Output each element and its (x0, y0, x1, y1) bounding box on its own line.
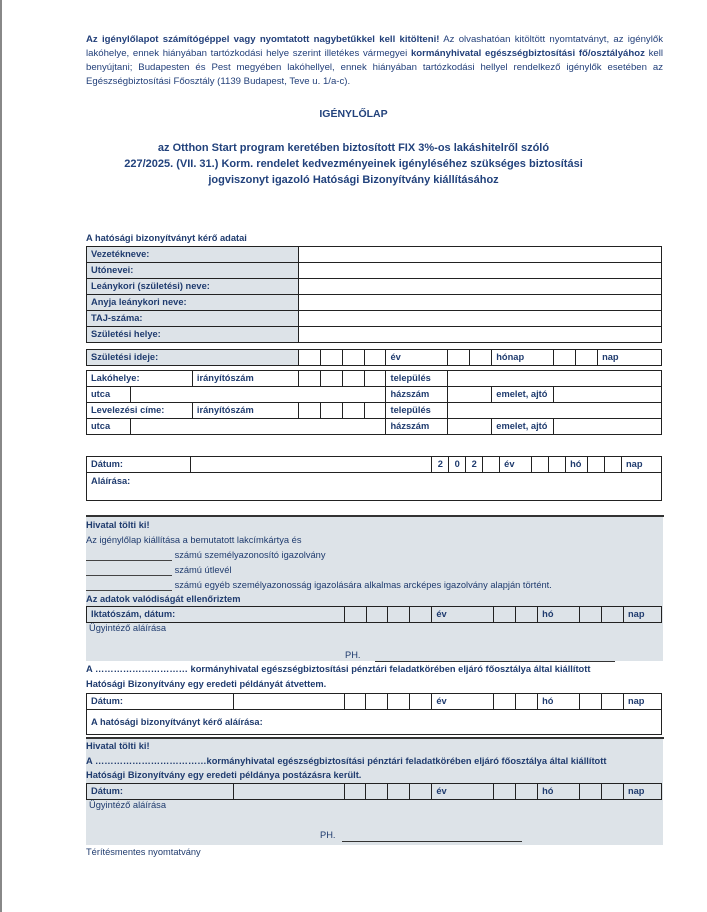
posted-day-2[interactable] (602, 784, 624, 800)
applicant-table (86, 246, 662, 343)
label-posted-ho: hó (538, 784, 580, 800)
label-lakohelye: Lakóhelye: (87, 371, 193, 387)
office-1-line-2: számú személyazonosító igazolvány (86, 550, 325, 561)
label-szul-helye: Születési helye: (87, 327, 299, 343)
zip-1-digit-1[interactable] (298, 371, 320, 387)
month-digit-2[interactable] (470, 350, 492, 366)
month-digit-1[interactable] (448, 350, 470, 366)
label-datum: Dátum: (87, 457, 191, 473)
posted-date-table (86, 783, 662, 800)
label-received-ev: év (432, 694, 494, 710)
date-digit-2[interactable]: 0 (449, 457, 466, 473)
zip-1-digit-3[interactable] (342, 371, 364, 387)
iktato-year-3[interactable] (388, 607, 410, 623)
label-leanykori: Leánykori (születési) neve: (87, 279, 299, 295)
field-telepules-1[interactable] (448, 371, 662, 387)
day-digit-2[interactable] (576, 350, 598, 366)
office-2-ph: PH. (320, 830, 336, 840)
posted-year-1[interactable] (344, 784, 366, 800)
posted-year-3[interactable] (388, 784, 410, 800)
date-day-1[interactable] (588, 457, 605, 473)
label-posted-nap: nap (623, 784, 661, 800)
blank-id-number[interactable] (86, 550, 172, 561)
field-leanykori[interactable] (298, 279, 661, 295)
date-month-2[interactable] (549, 457, 566, 473)
label-received-nap: nap (623, 694, 661, 710)
label-honap: hónap (492, 350, 554, 366)
label-alairasa: Aláírása: (91, 476, 131, 486)
office-1-line-3: számú útlevél (86, 565, 231, 576)
posted-day-1[interactable] (580, 784, 602, 800)
footer-text: Térítésmentes nyomtatvány (86, 847, 201, 857)
label-hazszam-1: házszám (386, 387, 448, 403)
label-telepules-2: település (386, 403, 448, 419)
received-line-2: Hatósági Bizonyítvány egy eredeti példányát átvettem. (86, 679, 327, 689)
label-anyja: Anyja leánykori neve: (87, 295, 299, 311)
received-date-table (86, 693, 662, 735)
label-applicant-sign: A hatósági bizonyítványt kérő aláírása: (91, 717, 263, 727)
date-signature-table (86, 456, 662, 501)
office-1-ph: PH. (345, 650, 361, 660)
label-iktato-nap: nap (623, 607, 661, 623)
subtitle-line-1: az Otthon Start program keretében biztosított FIX 3%-os lakáshitelről szóló (157, 142, 550, 154)
label-hazszam-2: házszám (386, 419, 448, 435)
subtitle-line-3: jogviszonyt igazoló Hatósági Bizonyítvány kiállításához (208, 174, 499, 186)
field-szul-helye[interactable] (298, 327, 661, 343)
office-2-line-2: Hatósági Bizonyítvány egy eredeti példánya postázásra került. (86, 770, 362, 780)
form-subtitle (0, 140, 707, 188)
label-iranyitoszam-2: irányítószám (192, 403, 298, 419)
intro-text-1: Az olvashatóan kitöltött nyomtatványt, az igénylők lakóhelye, ennek hiányában tartózkodási helye szerint illetékes vármegyei (86, 34, 663, 59)
label-date-nap: nap (621, 457, 661, 473)
received-month-1[interactable] (494, 694, 516, 710)
zip-2-digit-4[interactable] (364, 403, 386, 419)
date-digit-3[interactable]: 2 (466, 457, 483, 473)
iktato-day-1[interactable] (580, 607, 602, 623)
field-hazszam-2[interactable] (448, 419, 492, 435)
year-digit-4[interactable] (364, 350, 386, 366)
zip-1-digit-2[interactable] (320, 371, 342, 387)
iktato-day-2[interactable] (602, 607, 624, 623)
label-iktato: Iktatószám, dátum: (87, 607, 345, 623)
year-digit-3[interactable] (342, 350, 364, 366)
address-table (86, 370, 662, 435)
form-title: IGÉNYLŐLAP (319, 108, 388, 120)
field-vezeteknev[interactable] (298, 247, 661, 263)
iktato-month-1[interactable] (494, 607, 516, 623)
label-iktato-ho: hó (538, 607, 580, 623)
label-posted-datum: Dátum: (87, 784, 234, 800)
label-utca-2: utca (87, 419, 131, 435)
blank-other-id-number[interactable] (86, 580, 172, 591)
received-year-2[interactable] (366, 694, 388, 710)
intro-bold-1: Az igénylőlapot számítógéppel vagy nyomtatott nagybetűkkel kell kitölteni! (86, 34, 440, 45)
zip-2-digit-2[interactable] (320, 403, 342, 419)
office-1-ph-line[interactable] (375, 661, 615, 662)
date-day-2[interactable] (605, 457, 622, 473)
received-month-2[interactable] (516, 694, 538, 710)
applicant-heading: A hatósági bizonyítványt kérő adatai (86, 233, 247, 243)
posted-month-2[interactable] (516, 784, 538, 800)
received-year-4[interactable] (410, 694, 432, 710)
intro-bold-2: kormányhivatal egészségbiztosítási fő/osztályához (410, 48, 645, 59)
applicant-signature-field[interactable] (87, 710, 662, 735)
office-1-checked: Az adatok valódiságát ellenőriztem (86, 594, 241, 604)
field-datum-blank (190, 457, 431, 473)
received-day-2[interactable] (602, 694, 624, 710)
field-hazszam-1[interactable] (448, 387, 492, 403)
office-1-ugyintezo: Ügyintéző aláírása (89, 623, 166, 633)
iktato-year-4[interactable] (410, 607, 432, 623)
iktato-year-1[interactable] (344, 607, 366, 623)
posted-date-blank[interactable] (233, 784, 344, 800)
field-taj[interactable] (298, 311, 661, 327)
birth-date-table (86, 349, 662, 366)
office-2-ph-line[interactable] (342, 841, 522, 842)
received-day-1[interactable] (580, 694, 602, 710)
date-month-1[interactable] (532, 457, 549, 473)
label-received-datum: Dátum: (87, 694, 234, 710)
label-emelet-2: emelet, ajtó (492, 419, 554, 435)
label-received-ho: hó (538, 694, 580, 710)
office-1-line-1: Az igénylőlap kiállítása a bemutatott lakcímkártya és (86, 535, 302, 545)
label-taj: TAJ-száma: (87, 311, 299, 327)
zip-2-digit-3[interactable] (342, 403, 364, 419)
field-emelet-2[interactable] (554, 419, 662, 435)
label-telepules-1: település (386, 371, 448, 387)
posted-month-1[interactable] (494, 784, 516, 800)
zip-2-digit-1[interactable] (298, 403, 320, 419)
office-2-ugyintezo: Ügyintéző aláírása (89, 800, 166, 810)
label-utca-1: utca (87, 387, 131, 403)
iktato-table (86, 606, 662, 623)
received-date-blank[interactable] (233, 694, 344, 710)
field-emelet-1[interactable] (554, 387, 662, 403)
day-digit-1[interactable] (554, 350, 576, 366)
zip-1-digit-4[interactable] (364, 371, 386, 387)
year-digit-1[interactable] (298, 350, 320, 366)
field-utonevei[interactable] (298, 263, 661, 279)
office-2-heading: Hivatal tölti ki! (86, 741, 150, 751)
received-line-1: A ………………………… kormányhivatal egészségbiztosítási pénztári feladatkörében eljáró főosztálya által kiállított (86, 664, 591, 674)
label-vezeteknev: Vezetékneve: (87, 247, 299, 263)
received-year-3[interactable] (388, 694, 410, 710)
label-emelet-1: emelet, ajtó (492, 387, 554, 403)
received-year-1[interactable] (344, 694, 366, 710)
office-1-line-4: számú egyéb személyazonosság igazolására alkalmas arcképes igazolvány alapján történt. (86, 580, 552, 591)
field-anyja[interactable] (298, 295, 661, 311)
label-nap: nap (598, 350, 662, 366)
posted-year-4[interactable] (410, 784, 432, 800)
label-date-ev: év (500, 457, 532, 473)
office-1-heading: Hivatal tölti ki! (86, 520, 150, 530)
label-date-ho: hó (566, 457, 588, 473)
label-ev: év (386, 350, 448, 366)
subtitle-line-2: 227/2025. (VII. 31.) Korm. rendelet kedvezményeinek igényléséhez szükséges biztosítási (124, 158, 583, 170)
field-utca-2[interactable] (130, 419, 386, 435)
label-szul-ideje: Születési ideje: (87, 350, 299, 366)
year-digit-2[interactable] (320, 350, 342, 366)
blank-passport-number[interactable] (86, 565, 172, 576)
signature-field[interactable] (87, 473, 662, 501)
intro-paragraph (86, 33, 663, 89)
label-iranyitoszam-1: irányítószám (192, 371, 298, 387)
label-iktato-ev: év (432, 607, 494, 623)
label-posted-ev: év (432, 784, 494, 800)
date-digit-4[interactable] (483, 457, 500, 473)
iktato-month-2[interactable] (516, 607, 538, 623)
field-utca-1[interactable] (130, 387, 386, 403)
label-levelezesi: Levelezési címe: (87, 403, 193, 419)
page-left-edge (0, 0, 2, 912)
iktato-year-2[interactable] (366, 607, 388, 623)
office-2-line-1: A ………………………………kormányhivatal egészségbiztosítási pénztári feladatkörében eljáró főosztálya által kiállított (86, 756, 607, 766)
posted-year-2[interactable] (366, 784, 388, 800)
intro-text-2: kell benyújtani; Budapesten és Pest megyében lakóhellyel, ennek hiányában tartózkodási hellyel rendelkező igénylők esetében az Egészségbiztosítási Főosztály (1139 Budapest, Teve u. 1/a-c). (86, 48, 664, 87)
date-digit-1[interactable]: 2 (432, 457, 449, 473)
label-utonevei: Utónevei: (87, 263, 299, 279)
field-telepules-2[interactable] (448, 403, 662, 419)
